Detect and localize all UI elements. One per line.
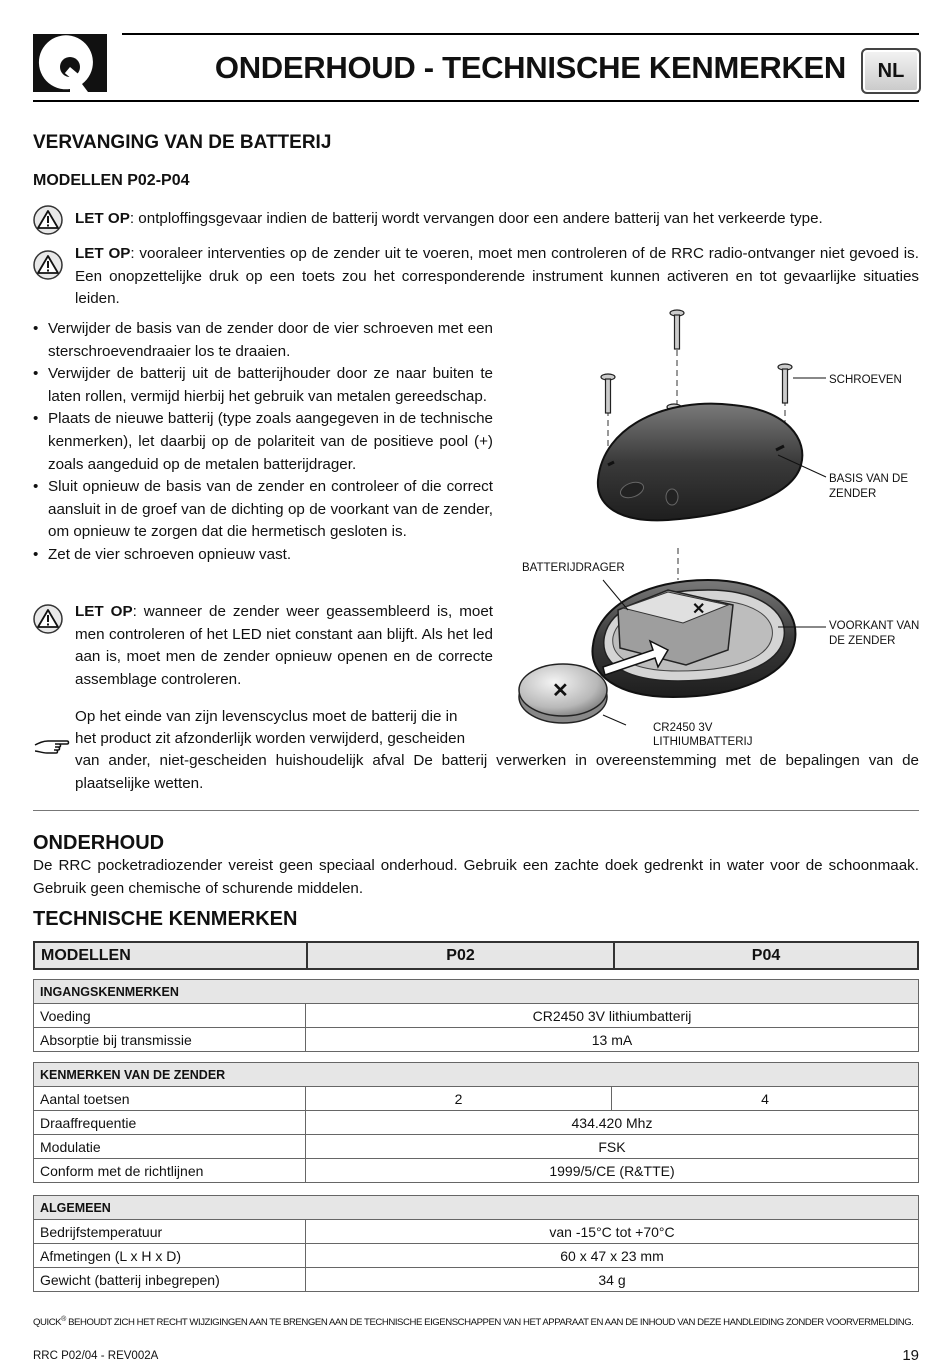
row-label: Gewicht (batterij inbegrepen) bbox=[34, 1268, 306, 1292]
section-title: KENMERKEN VAN DE ZENDER bbox=[34, 1063, 919, 1087]
label-screws: SCHROEVEN bbox=[829, 374, 902, 386]
warning-icon bbox=[33, 250, 63, 280]
warning-label: LET OP bbox=[75, 245, 131, 262]
pointing-hand-icon bbox=[33, 735, 71, 759]
document-code: RRC P02/04 - REV002A bbox=[33, 1350, 159, 1362]
label-cell-line-1: CR2450 3V bbox=[653, 722, 713, 734]
row-label: Draaffrequentie bbox=[34, 1111, 306, 1135]
column-header-models: MODELLEN bbox=[34, 942, 307, 969]
header-bottom-rule bbox=[33, 100, 919, 102]
row-value-p02: 2 bbox=[306, 1087, 612, 1111]
header-top-rule bbox=[122, 33, 919, 35]
label-base-line-2: ZENDER bbox=[829, 488, 877, 500]
label-battery-carrier: BATTERIJDRAGER bbox=[522, 562, 625, 574]
row-label: Aantal toetsen bbox=[34, 1087, 306, 1111]
maintenance-text: De RRC pocketradiozender vereist geen speciaal onderhoud. Gebruik een zachte doek gedrenkt in water voor de schoonmaak. Gebruik geen chemische of schurende middelen. bbox=[33, 857, 919, 897]
replacement-steps bbox=[33, 318, 493, 567]
table-row bbox=[34, 1111, 919, 1135]
table-row bbox=[34, 1244, 919, 1268]
table-row bbox=[34, 1268, 919, 1292]
warning-text: : vooraleer interventies op de zender uit te voeren, moet men controleren of de RRC radio-ontvanger niet gevoed is. Een onopzettelijke druk op een toets zou het corresponderende instrument kunnen activeren en tot gevaarlijke situaties leiden. bbox=[75, 245, 919, 308]
quick-logo bbox=[33, 34, 107, 92]
section-divider bbox=[33, 810, 919, 811]
battery-replacement-illustration bbox=[508, 305, 828, 750]
warning-2 bbox=[75, 243, 919, 311]
row-label: Bedrijfstemperatuur bbox=[34, 1220, 306, 1244]
list-item: • Plaats de nieuwe batterij (type zoals aangegeven in de technische kenmerken), let daarbij op de polariteit van de positieve pool (+) zoals aangeduid op de metalen batterijdrager. bbox=[33, 408, 493, 476]
table-row bbox=[34, 1028, 919, 1052]
warning-1 bbox=[75, 208, 919, 231]
column-header-p04: P04 bbox=[614, 942, 918, 969]
row-value: 1999/5/CE (R&TTE) bbox=[306, 1159, 919, 1183]
legal-notice bbox=[33, 1316, 919, 1328]
brand-name: QUICK bbox=[33, 1317, 62, 1329]
list-item: • Sluit opnieuw de basis van de zender en controleer of die correct aansluit in de groef van de dichting op de voorkant van de zender, om opnieuw te zorgen dat die hermetisch gesloten is. bbox=[33, 476, 493, 544]
row-value: 13 mA bbox=[306, 1028, 919, 1052]
warning-3 bbox=[75, 601, 493, 691]
list-item: • Verwijder de batterij uit de batterijhouder door ze naar buiten te laten rollen, vermijd hierbij het gebruik van metalen gereedschap. bbox=[33, 363, 493, 408]
warning-label: LET OP bbox=[75, 603, 133, 620]
disposal-line-1: Op het einde van zijn levenscyclus moet de batterij die in bbox=[75, 708, 458, 725]
row-value: 60 x 47 x 23 mm bbox=[306, 1244, 919, 1268]
row-value: 34 g bbox=[306, 1268, 919, 1292]
list-item: • Verwijder de basis van de zender door de vier schroeven met een sterschroevendraaier los te draaien. bbox=[33, 318, 493, 363]
label-base-line-1: BASIS VAN DE bbox=[829, 473, 909, 485]
row-label: Modulatie bbox=[34, 1135, 306, 1159]
table-row bbox=[34, 1220, 919, 1244]
label-cell-line-2: LITHIUMBATTERIJ bbox=[653, 736, 753, 748]
row-label: Absorptie bij transmissie bbox=[34, 1028, 306, 1052]
warning-icon bbox=[33, 604, 63, 634]
svg-text:✕: ✕ bbox=[552, 680, 569, 702]
input-specs-table bbox=[33, 979, 919, 1052]
battery-heading: VERVANGING VAN DE BATTERIJ bbox=[33, 132, 332, 153]
page-number: 19 bbox=[902, 1347, 919, 1364]
row-value: 434.420 Mhz bbox=[306, 1111, 919, 1135]
svg-text:✕: ✕ bbox=[692, 601, 706, 618]
warning-icon bbox=[33, 205, 63, 235]
transmitter-specs-table bbox=[33, 1062, 919, 1183]
table-row bbox=[34, 1135, 919, 1159]
registered-mark: ® bbox=[61, 1316, 66, 1323]
section-title: INGANGSKENMERKEN bbox=[34, 980, 919, 1004]
specs-heading: TECHNISCHE KENMERKEN bbox=[33, 908, 298, 930]
disposal-rest: van ander, niet-gescheiden huishoudelijk afval De batterij verwerken in overeenstemming met de bepalingen van de plaatselijke wetten. bbox=[75, 752, 919, 792]
row-value: CR2450 3V lithiumbatterij bbox=[306, 1004, 919, 1028]
maintenance-heading: ONDERHOUD bbox=[33, 832, 165, 854]
row-value-p04: 4 bbox=[612, 1087, 919, 1111]
column-header-p02: P02 bbox=[307, 942, 614, 969]
label-front-line-1: VOORKANT VAN bbox=[829, 620, 920, 632]
general-specs-table bbox=[33, 1195, 919, 1292]
table-row bbox=[34, 1159, 919, 1183]
section-title: ALGEMEEN bbox=[34, 1196, 919, 1220]
disposal-line-2: het product zit afzonderlijk worden verwijderd, gescheiden bbox=[75, 730, 466, 747]
table-row bbox=[34, 1087, 919, 1111]
language-badge: NL bbox=[861, 48, 921, 94]
models-heading: MODELLEN P02-P04 bbox=[33, 172, 190, 189]
row-label: Afmetingen (L x H x D) bbox=[34, 1244, 306, 1268]
row-value: FSK bbox=[306, 1135, 919, 1159]
page-title: ONDERHOUD - TECHNISCHE KENMERKEN bbox=[214, 50, 846, 85]
warning-label: LET OP bbox=[75, 210, 130, 227]
row-label: Voeding bbox=[34, 1004, 306, 1028]
list-item: • Zet de vier schroeven opnieuw vast. bbox=[33, 544, 493, 567]
row-label: Conform met de richtlijnen bbox=[34, 1159, 306, 1183]
models-header-table bbox=[33, 941, 919, 970]
warning-text: : wanneer de zender weer geassembleerd is, moet men controleren of het LED niet constant aan blijft. Als het led aan is, moet men de zender opnieuw openen en de correcte assemblage controleren. bbox=[75, 603, 493, 688]
notice-text: BEHOUDT ZICH HET RECHT WIJZIGINGEN AAN TE BRENGEN AAN DE TECHNISCHE EIGENSCHAPPEN VAN HET APPARAAT EN AAN DE INHOUD VAN DEZE HANDLEIDING ZONDER VOORVERMELDING. bbox=[65, 1317, 914, 1329]
warning-text: : ontploffingsgevaar indien de batterij wordt vervangen door een andere batterij van het verkeerde type. bbox=[129, 210, 823, 227]
label-front-line-2: DE ZENDER bbox=[829, 635, 896, 647]
table-row bbox=[34, 1004, 919, 1028]
row-value: van -15°C tot +70°C bbox=[306, 1220, 919, 1244]
